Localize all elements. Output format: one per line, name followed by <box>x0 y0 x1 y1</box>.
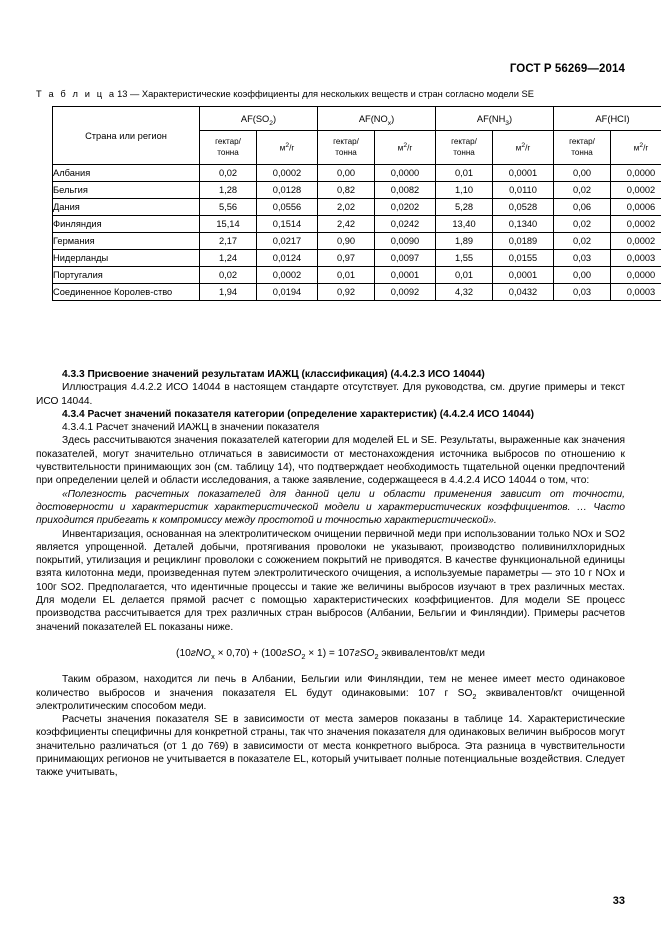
table-cell-value: 0,92 <box>318 284 375 301</box>
group-label-suffix: ) <box>509 113 513 124</box>
table-head <box>53 107 661 165</box>
table-cell-value: 0,02 <box>554 216 611 233</box>
paragraph-thus-furnace <box>36 673 625 713</box>
table-caption-title: Характеристические коэффициенты для нескольких веществ и стран согласно модели SE <box>141 89 534 99</box>
table-header-country: Страна или регион <box>53 107 200 165</box>
characterisation-factors-table <box>52 106 661 301</box>
table-cell-value: 0,82 <box>318 182 375 199</box>
unit-line-2: тонна <box>571 147 593 157</box>
table-cell-country: Албания <box>53 165 200 182</box>
table-header-unit-hectare <box>200 131 257 165</box>
group-label-suffix: ) <box>391 113 395 124</box>
unit-m2-prefix: м <box>633 143 640 153</box>
table-cell-country: Бельгия <box>53 182 200 199</box>
table-cell-value: 1,24 <box>200 250 257 267</box>
section-heading-4-3-4: 4.3.4 Расчет значений показателя категории (определение характеристик) (4.4.2.4 ИСО 14044) <box>62 408 534 420</box>
table-caption-dash: — <box>130 89 140 99</box>
formula-italic-3: гSO <box>354 647 375 659</box>
unit-m2-sup: 2 <box>639 141 644 149</box>
group-label-suffix: ) <box>273 113 277 124</box>
formula-part-1: (10 <box>176 647 191 659</box>
table-cell-value: 0,0000 <box>375 165 436 182</box>
group-label-prefix: AF(HCI <box>595 113 627 124</box>
table-cell-country: Германия <box>53 233 200 250</box>
unit-m2-suffix: /г <box>525 143 531 153</box>
unit-m2-suffix: /г <box>289 143 295 153</box>
table-cell-value: 0,0189 <box>493 233 554 250</box>
group-label-sub: 3 <box>505 119 510 127</box>
table-row <box>53 250 661 267</box>
table-cell-value: 1,55 <box>436 250 493 267</box>
formula-italic-2: гSO <box>281 647 302 659</box>
table-cell-value: 2,02 <box>318 199 375 216</box>
table-header-group-hcl <box>554 107 661 131</box>
table-cell-value: 0,02 <box>200 165 257 182</box>
page-number: 33 <box>612 895 625 907</box>
formula-italic-1: гNO <box>190 647 212 659</box>
paragraph-se-indicator: Расчеты значения показателя SE в зависимости от места замеров показаны в таблице 14. Характеристические коэффициенты специфичны для конкретной страны, так что значения показателя для одинаковых величин выбросов могут значительно различаться (от 1 до 769) в зависимости от места конкретного выброса. Эта разница в чувствительности принимающих регионов не учитывается в показателе EL, который учитывает полные потенциальные воздействия. Следует также учитывать, <box>36 714 625 779</box>
table-caption-number: 13 <box>117 89 128 99</box>
unit-m2-prefix: м <box>515 143 522 153</box>
table-cell-value: 0,00 <box>554 165 611 182</box>
formula-part-3: × 1) = 107 <box>305 647 355 659</box>
table-header-row-groups <box>53 107 661 131</box>
table-cell-value: 0,97 <box>318 250 375 267</box>
table-row <box>53 233 661 250</box>
table-body <box>53 165 661 301</box>
group-label-sub: x <box>387 119 392 127</box>
body-text-block <box>36 368 625 780</box>
table-cell-value: 0,01 <box>436 267 493 284</box>
group-label-prefix: AF(SO <box>240 113 270 124</box>
table-cell-country: Дания <box>53 199 200 216</box>
unit-m2-prefix: м <box>279 143 286 153</box>
table-cell-value: 5,28 <box>436 199 493 216</box>
table-cell-value: 0,0432 <box>493 284 554 301</box>
table-cell-value: 1,28 <box>200 182 257 199</box>
table-cell-value: 1,10 <box>436 182 493 199</box>
table-cell-value: 0,02 <box>200 267 257 284</box>
table-header-unit-m2 <box>257 131 318 165</box>
table-caption-label: Т а б л и ц а <box>36 89 117 99</box>
table-row <box>53 165 661 182</box>
table-cell-value: 0,0002 <box>611 216 661 233</box>
section-paragraph-4-3-4-1: Здесь рассчитываются значения показателей категории для моделей EL и SE. Результаты, выраженные как значения показателей, могут значительно отличаться в зависимости от местонахождения источника выбросов по отношению к чувствительности принимающих зон (см. таблицу 14), что подтверждает необходимость тщательной оценки предпочтений при определении целей и области исследования, а также заявление, содержащееся в 4.4.2.4 ИСО 14044 о том, что: <box>36 435 625 487</box>
table-cell-value: 4,32 <box>436 284 493 301</box>
table-cell-value: 5,56 <box>200 199 257 216</box>
paragraph-thus-part-b: эквивалентов/кт очищенной электролитическим способом меди. <box>36 687 625 712</box>
table-cell-value: 0,02 <box>554 182 611 199</box>
table-cell-value: 0,0097 <box>375 250 436 267</box>
group-label-prefix: AF(NO <box>358 113 388 124</box>
table-cell-value: 0,0155 <box>493 250 554 267</box>
table-cell-value: 0,01 <box>318 267 375 284</box>
group-label-suffix: ) <box>626 113 630 124</box>
table-cell-country: Нидерланды <box>53 250 200 267</box>
table-cell-value: 0,0006 <box>611 199 661 216</box>
table-cell-country: Соединенное Королев-ство <box>53 284 200 301</box>
table-row <box>53 182 661 199</box>
table-cell-value: 0,03 <box>554 250 611 267</box>
table-cell-value: 0,0001 <box>493 267 554 284</box>
unit-m2-sup: 2 <box>285 141 290 149</box>
unit-line-2: тонна <box>453 147 475 157</box>
unit-m2-prefix: м <box>397 143 404 153</box>
section-paragraph-4-3-3: Иллюстрация 4.4.2.2 ИСО 14044 в настоящем стандарте отсутствует. Для руководства, см. другие примеры и текст ИСО 14044. <box>36 382 625 407</box>
table-cell-country: Португалия <box>53 267 200 284</box>
table-row <box>53 216 661 233</box>
section-heading-4-3-3: 4.3.3 Присвоение значений результатам ИАЖЦ (классификация) (4.4.2.3 ИСО 14044) <box>62 369 485 380</box>
table-header-unit-m2 <box>375 131 436 165</box>
table-header-group-nh3 <box>436 107 554 131</box>
table-cell-value: 0,00 <box>554 267 611 284</box>
section-heading-4-3-4-1: 4.3.4.1 Расчет значений ИАЖЦ в значении показателя <box>62 422 320 434</box>
table-header-unit-m2 <box>493 131 554 165</box>
formula-el-indicator <box>36 647 625 660</box>
table-row <box>53 284 661 301</box>
table-cell-value: 0,0556 <box>257 199 318 216</box>
table-cell-value: 0,00 <box>318 165 375 182</box>
formula-part-2: × 0,70) + (100 <box>214 647 282 659</box>
running-header-standard-id: ГОСТ Р 56269—2014 <box>509 63 625 75</box>
table-cell-value: 0,1340 <box>493 216 554 233</box>
table-header-group-nox <box>318 107 436 131</box>
table-cell-value: 0,0528 <box>493 199 554 216</box>
table-cell-value: 0,0092 <box>375 284 436 301</box>
formula-part-4: эквивалентов/кт меди <box>378 647 485 659</box>
unit-line-1: гектар/ <box>451 137 477 147</box>
table-cell-value: 0,0090 <box>375 233 436 250</box>
table-header-unit-m2 <box>611 131 661 165</box>
table-cell-value: 0,0003 <box>611 250 661 267</box>
formula-sub-3: 2 <box>374 651 379 661</box>
table-cell-value: 0,0002 <box>611 182 661 199</box>
table-cell-value: 0,0082 <box>375 182 436 199</box>
table-cell-value: 0,0002 <box>257 267 318 284</box>
unit-m2-suffix: /г <box>643 143 649 153</box>
table-cell-value: 0,90 <box>318 233 375 250</box>
unit-m2-sup: 2 <box>403 141 408 149</box>
table-cell-value: 0,0001 <box>493 165 554 182</box>
formula-sub-1: x <box>211 651 215 661</box>
group-label-sub: 2 <box>269 119 274 127</box>
table-row <box>53 199 661 216</box>
table-cell-value: 1,94 <box>200 284 257 301</box>
table-cell-value: 0,0128 <box>257 182 318 199</box>
table-cell-value: 0,03 <box>554 284 611 301</box>
table-caption <box>36 89 625 100</box>
group-label-prefix: AF(NH <box>476 113 506 124</box>
table-cell-value: 0,02 <box>554 233 611 250</box>
table-cell-value: 0,0124 <box>257 250 318 267</box>
table-cell-value: 2,42 <box>318 216 375 233</box>
table-cell-value: 0,1514 <box>257 216 318 233</box>
table-cell-value: 0,0001 <box>375 267 436 284</box>
table-cell-value: 0,0217 <box>257 233 318 250</box>
paragraph-thus-part-a: Таким образом, находится ли печь в Албании, Бельгии или Финляндии, тем не менее имеет место одинаковое количество выбросов и значения показателя EL будут одинаковыми: 107 г SO <box>36 674 625 699</box>
unit-line-2: тонна <box>217 147 239 157</box>
formula-sub-2: 2 <box>301 651 306 661</box>
table-cell-value: 0,0002 <box>257 165 318 182</box>
table-cell-value: 0,0002 <box>611 233 661 250</box>
table-cell-value: 0,06 <box>554 199 611 216</box>
table-cell-value: 0,01 <box>436 165 493 182</box>
table-cell-country: Финляндия <box>53 216 200 233</box>
table-header-unit-hectare <box>436 131 493 165</box>
unit-line-1: гектар/ <box>333 137 359 147</box>
unit-m2-sup: 2 <box>521 141 526 149</box>
table-cell-value: 0,0242 <box>375 216 436 233</box>
table-cell-value: 0,0202 <box>375 199 436 216</box>
unit-line-1: гектар/ <box>569 137 595 147</box>
table-cell-value: 0,0003 <box>611 284 661 301</box>
paragraph-inventory: Инвентаризация, основанная на электролитическом очищении первичной меди при использовании только NOx и SO2 является упрощенной. Деталей добычи, протягивания проволоки не указывают, производство поливинилхлоридных покрытий, утилизация и рециклинг проволоки с сожжением покрытий не приводятся. В качестве функциональной единицы взята килотонна меди, произведенная путем электролитического очищения, а используемые параметры — это 10 г NOx и 100г SO2. Предполагается, что идентичные процессы и такие же величины выбросов изучают в трех различных местах. Для модели EL делается прямой расчет с помощью характеристических коэффициентов. Для модели SE процесс производства рассчитывается для трех различных стран выбросов (Албании, Бельгии и Финляндии). Примеры расчетов значений показателей EL показаны ниже. <box>36 528 625 633</box>
characterisation-factors-table-wrapper <box>52 106 656 301</box>
unit-line-1: гектар/ <box>215 137 241 147</box>
table-cell-value: 2,17 <box>200 233 257 250</box>
paragraph-thus-sub: 2 <box>472 691 477 701</box>
table-header-unit-hectare <box>318 131 375 165</box>
table-header-group-so2 <box>200 107 318 131</box>
table-row <box>53 267 661 284</box>
table-cell-value: 0,0000 <box>611 165 661 182</box>
table-cell-value: 0,0110 <box>493 182 554 199</box>
table-cell-value: 15,14 <box>200 216 257 233</box>
table-cell-value: 1,89 <box>436 233 493 250</box>
table-cell-value: 0,0194 <box>257 284 318 301</box>
iso-quotation: «Полезность расчетных показателей для данной цели и области применения зависит от точности, достоверности и характеристик характеристической модели и характеристических коэффициентов. … Часто приходится прибегать к компромиссу между простотой и точностью характеристической». <box>36 488 625 527</box>
table-cell-value: 0,0000 <box>611 267 661 284</box>
unit-m2-suffix: /г <box>407 143 413 153</box>
table-cell-value: 13,40 <box>436 216 493 233</box>
table-header-unit-hectare <box>554 131 611 165</box>
unit-line-2: тонна <box>335 147 357 157</box>
